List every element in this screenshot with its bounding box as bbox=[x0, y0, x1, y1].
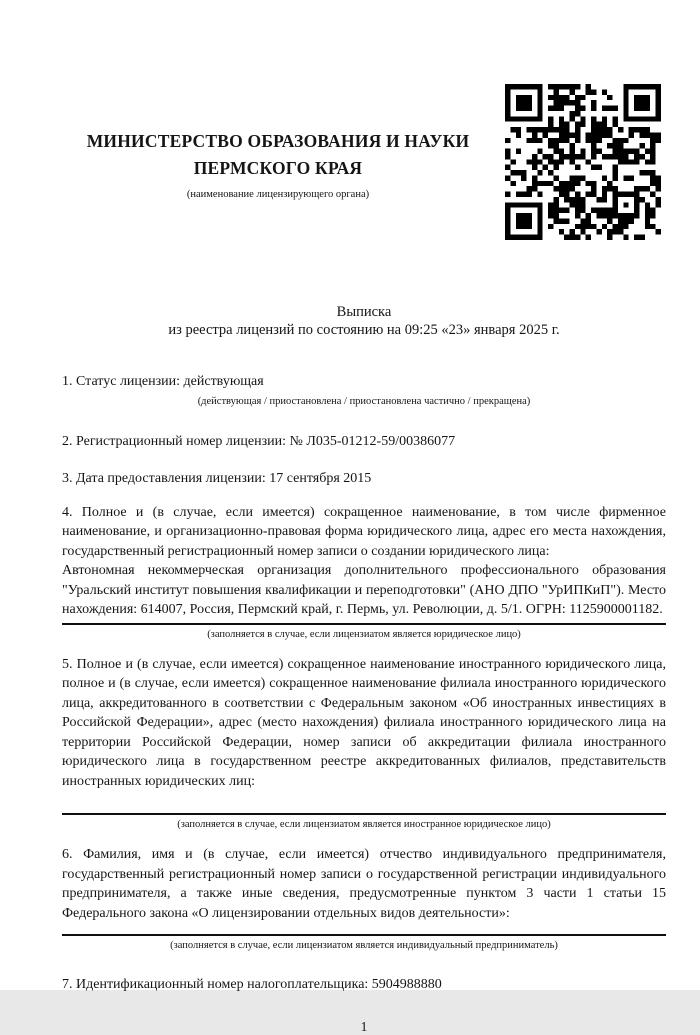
fill-line-foreign-entity bbox=[62, 813, 666, 815]
qr-code-image bbox=[505, 84, 661, 240]
field-legal-entity-label: 4. Полное и (в случае, если имеется) сокращенное наименование, в том числе фирменное наименование, и организационно-правовая форма юридического лица, адрес его места нахождения, государственный регистрационный номер записи о создании юридического лица: bbox=[62, 504, 666, 559]
fill-line-entrepreneur bbox=[62, 934, 666, 936]
document-title bbox=[62, 303, 666, 339]
page-number: 1 bbox=[360, 1018, 368, 1034]
field-legal-entity-value: Автономная некоммерческая организация дополнительного профессионального образования "Уральский институт повышения квалификации и переподготовки" (АНО ДПО "УрИПКиП"). Место нахождения: 614007, Россия, Пермский край, г. Пермь, ул. Революции, д. 5/1. ОГРН: 1125900001182. bbox=[62, 563, 666, 617]
document-title-line2: из реестра лицензий по состоянию на 09:25 «23» января 2025 г. bbox=[168, 322, 560, 338]
field-license-status-note: (действующая / приостановлена / приостановлена частично / прекращена) bbox=[197, 395, 531, 407]
field-license-grant-date: 3. Дата предоставления лицензии: 17 сентября 2015 bbox=[62, 471, 372, 486]
document-header bbox=[0, 0, 700, 255]
fill-line-legal-entity bbox=[62, 623, 666, 625]
field-registration-number: 2. Регистрационный номер лицензии: № Л035-01212-59/00386077 bbox=[62, 433, 456, 449]
field-legal-entity-note: (заполняется в случае, если лицензиатом является юридическое лицо) bbox=[207, 628, 521, 640]
ministry-name-line2: ПЕРМСКОГО КРАЯ bbox=[193, 158, 363, 178]
ministry-name-line1: МИНИСТЕРСТВО ОБРАЗОВАНИЯ И НАУКИ bbox=[86, 131, 470, 151]
field-foreign-entity-note: (заполняется в случае, если лицензиатом является иностранное юридическое лицо) bbox=[177, 819, 551, 830]
field-taxpayer-id: 7. Идентификационный номер налогоплательщика: 5904988880 bbox=[62, 977, 442, 992]
licensing-authority-block bbox=[62, 128, 494, 201]
qr-code bbox=[505, 84, 661, 240]
field-foreign-entity-label: 5. Полное и (в случае, если имеется) сокращенное наименование иностранного юридического лица, полное и (в случае, если имеется) сокращенное наименование филиала иностранного юридического лица, аккредитованного в соответствии с Федеральным законом «Об иностранных инвестициях в Российской Федерации», адрес (место нахождения) филиала иностранного юридического лица на территории Российской Федерации, номер записи об аккредитации филиала иностранного юридического лица в государственном реестре аккредитованных филиалов, представительств иностранных юридических лиц: bbox=[62, 656, 666, 789]
ministry-caption: (наименование лицензирующего органа) bbox=[186, 189, 370, 200]
document-title-line1: Выписка bbox=[336, 304, 392, 320]
field-license-status: 1. Статус лицензии: действующая bbox=[62, 374, 264, 389]
field-entrepreneur-note: (заполняется в случае, если лицензиатом является индивидуальный предприниматель) bbox=[170, 940, 558, 951]
document-body bbox=[62, 303, 666, 1035]
field-entrepreneur-label: 6. Фамилия, имя и (в случае, если имеется) отчество индивидуального предпринимателя, государственный регистрационный номер записи о государственной регистрации индивидуального предпринимателя, а также иные сведения, предусмотренные пунктом 3 части 1 статьи 15 Федерального закона «О лицензировании отдельных видов деятельности»: bbox=[62, 847, 666, 921]
